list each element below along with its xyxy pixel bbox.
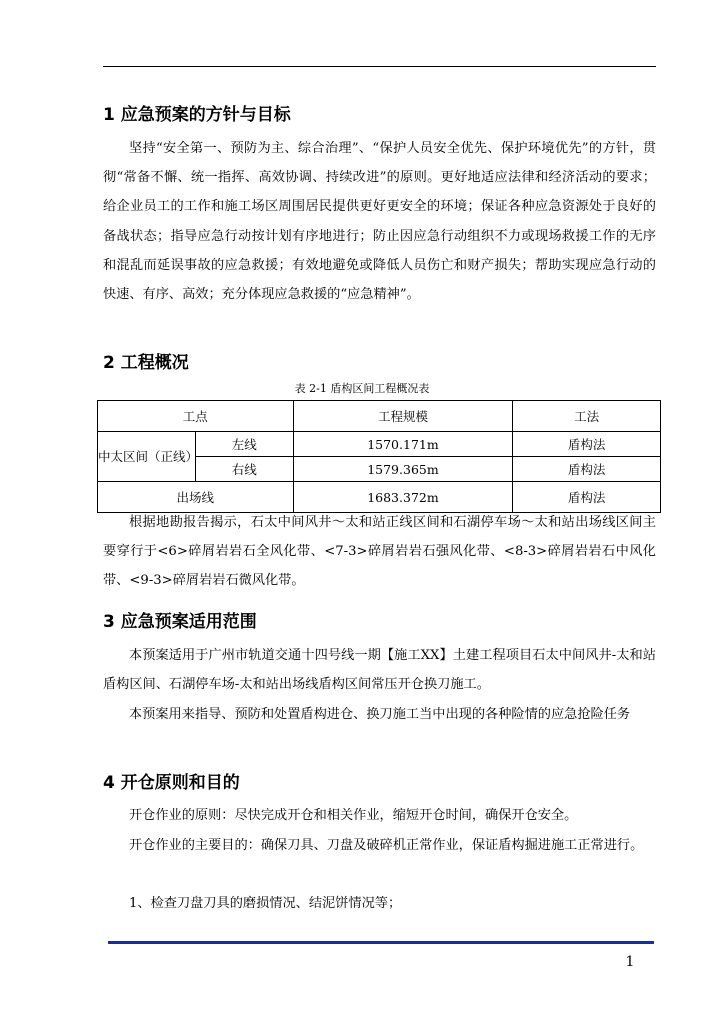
header-scale: 工程规模 <box>293 401 513 432</box>
section-4-heading: 4 开仓原则和目的 <box>103 773 240 793</box>
line-name: 左线 <box>195 432 293 457</box>
header-site: 工点 <box>98 401 294 432</box>
line-scale: 1579.365m <box>293 457 513 482</box>
section-3-paragraph-2: 本预案用来指导、预防和处置盾构进仓、换刀施工当中出现的各种险情的应急抢险任务 <box>129 707 631 722</box>
section-4-paragraph-1: 开仓作业的原则：尽快完成开仓和相关作业，缩短开仓时间，确保开仓安全。 <box>129 808 578 823</box>
page-number: 1 <box>625 954 635 970</box>
section-3-heading: 3 应急预案适用范围 <box>103 612 257 632</box>
exit-line-name: 出场线 <box>98 482 294 513</box>
table-row <box>98 432 661 457</box>
section-3-paragraph-1: 本预案适用于广州市轨道交通十四号线一期【施工XX】土建工程项目石太中间风井-太和站盾构区间、石湖停车场-太和站出场线盾构区间常压开仓换刀施工。 <box>103 648 656 693</box>
exit-line-method: 盾构法 <box>513 482 661 513</box>
header-rule <box>103 66 656 67</box>
line-name: 右线 <box>195 457 293 482</box>
exit-line-scale: 1683.372m <box>293 482 513 513</box>
line-method: 盾构法 <box>513 457 661 482</box>
section-2-heading: 2 工程概况 <box>103 353 189 373</box>
group-label: 中太区间（正线） <box>98 432 196 482</box>
footer-rule <box>108 941 654 944</box>
project-overview-table <box>97 400 661 513</box>
header-method: 工法 <box>513 401 661 432</box>
line-method: 盾构法 <box>513 432 661 457</box>
section-4-paragraph-2: 开仓作业的主要目的：确保刀具、刀盘及破碎机正常作业，保证盾构掘进施工正常进行。 <box>129 838 644 853</box>
section-1-paragraph: 坚持“安全第一、预防为主、综合治理”、“保护人员安全优先、保护环境优先”的方针，贯彻“常备不懈、统一指挥、高效协调、持续改进”的原则。更好地适应法律和经济活动的要求；给企业员工的工作和施工场区周围居民提供更好更安全的环境；保证各种应急资源处于良好的备战状态；指导应急行动按计划有序地进行；防止因应急行动组织不力或现场救援工作的无序和混乱而延误事故的应急救援；有效地避免或降低人员伤亡和财产损失；帮助实现应急行动的快速、有序、高效；充分体现应急救援的“应急精神”。 <box>103 141 656 303</box>
table-header-row <box>98 401 661 432</box>
section-4-paragraph-3: 1、检查刀盘刀具的磨损情况、结泥饼情况等； <box>129 896 402 911</box>
table-caption: 表 2-1 盾构区间工程概况表 <box>294 382 430 395</box>
section-2-paragraph: 根据地勘报告揭示，石太中间风井～太和站正线区间和石湖停车场～太和站出场线区间主要穿行于<6>碎屑岩岩石全风化带、<7-3>碎屑岩岩石强风化带、<8-3>碎屑岩岩石中风化带、<9-3>碎屑岩岩石微风化带。 <box>103 515 656 589</box>
line-scale: 1570.171m <box>293 432 513 457</box>
section-1-heading: 1 应急预案的方针与目标 <box>103 105 291 125</box>
